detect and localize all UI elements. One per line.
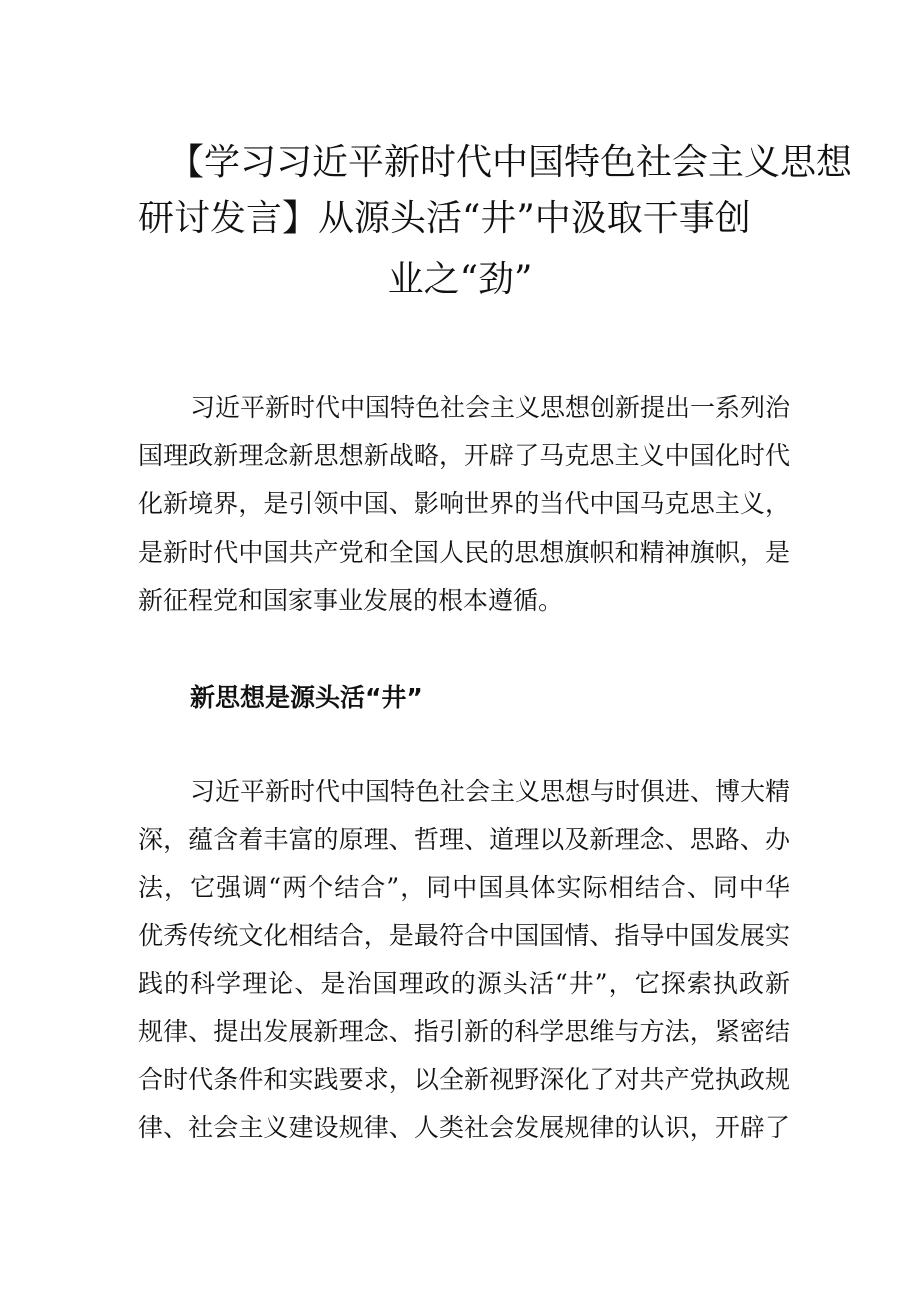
paragraph-1-line: 国理政新理念新思想新战略，开辟了马克思主义中国化时代	[138, 441, 790, 470]
paragraph-1-line: 化新境界，是引领中国、影响世界的当代中国马克思主义，	[138, 489, 790, 518]
paragraph-2-line: 规律、提出发展新理念、指引新的科学思维与方法，紧密结	[138, 1017, 790, 1046]
paragraph-2-line: 法，它强调“两个结合”，同中国具体实际相结合、同中华	[138, 873, 790, 902]
section-heading: 新思想是源头活“井”	[190, 683, 423, 712]
paragraph-2-line: 深，蕴含着丰富的原理、哲理、道理以及新理念、思路、办	[138, 825, 790, 854]
document-title-line-3: 业之“劲”	[387, 259, 533, 300]
paragraph-2-line: 合时代条件和实践要求，以全新视野深化了对共产党执政规	[138, 1065, 790, 1094]
paragraph-1-line: 新征程党和国家事业发展的根本遵循。	[138, 586, 564, 615]
document-title-line-1: 【学习习近平新时代中国特色社会主义思想	[168, 142, 853, 183]
paragraph-2-line: 优秀传统文化相结合，是最符合中国国情、指导中国发展实	[138, 921, 790, 950]
paragraph-2-line: 律、社会主义建设规律、人类社会发展规律的认识，开辟了	[138, 1113, 790, 1142]
paragraph-1-line: 是新时代中国共产党和全国人民的思想旗帜和精神旗帜，是	[138, 538, 790, 567]
document-title-line-2: 研讨发言】从源头活“井”中汲取干事创	[138, 198, 751, 239]
paragraph-1-line: 习近平新时代中国特色社会主义思想创新提出一系列治	[190, 393, 791, 422]
paragraph-2-line: 践的科学理论、是治国理政的源头活“井”，它探索执政新	[138, 969, 790, 998]
paragraph-2-line: 习近平新时代中国特色社会主义思想与时俱进、博大精	[190, 777, 791, 806]
